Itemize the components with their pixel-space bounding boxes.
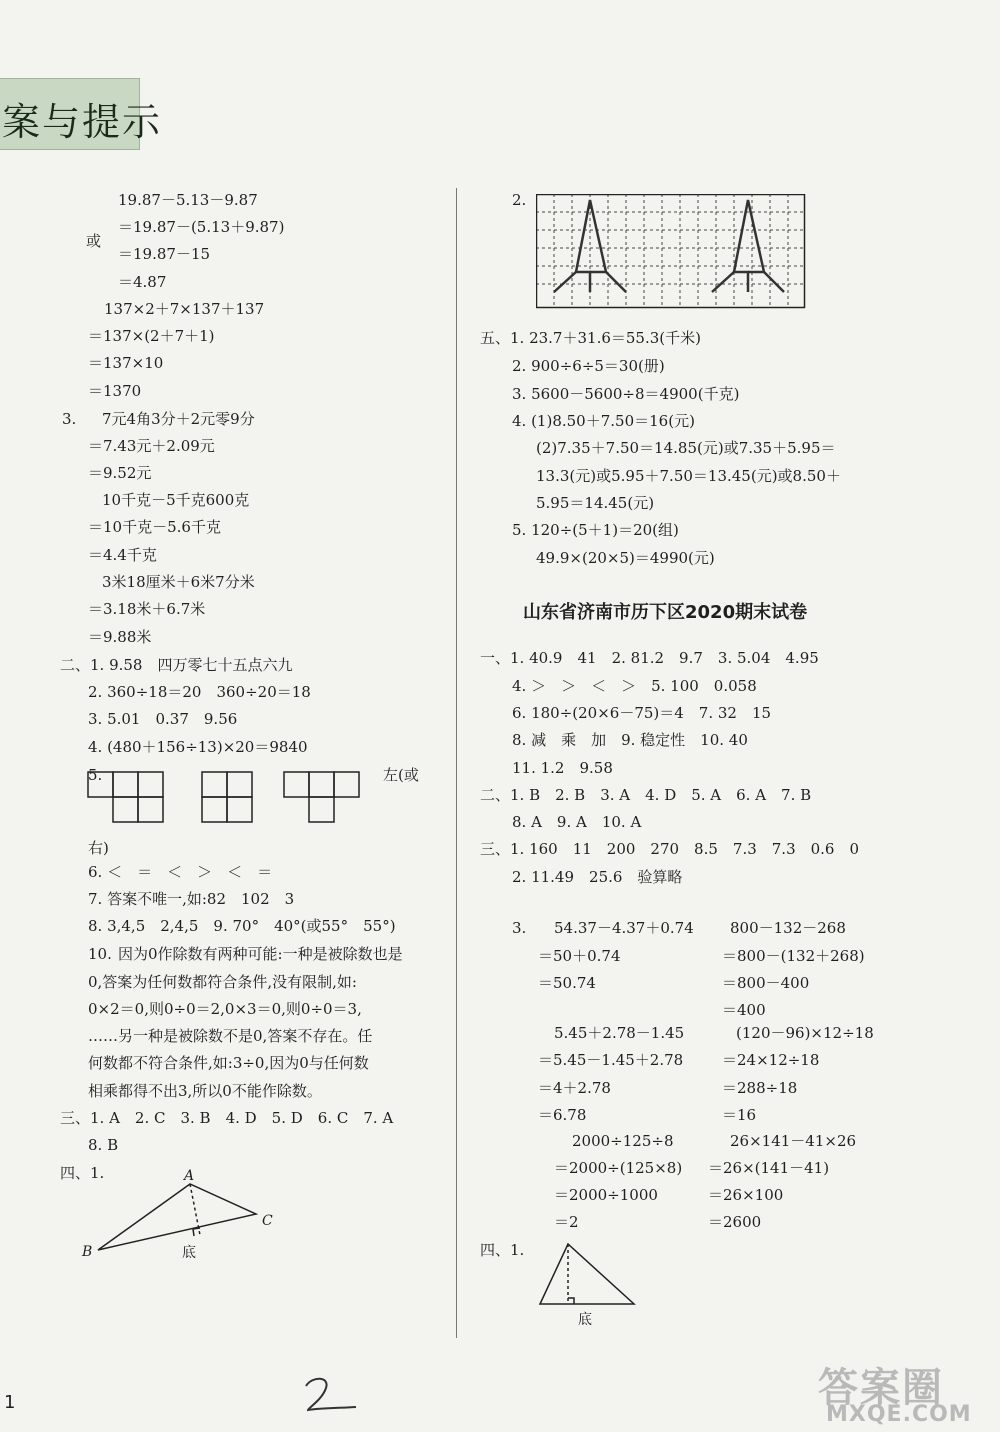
calc-line: ＝26×100 <box>708 1186 784 1204</box>
text-line: 2. 900÷6÷5＝30(册) <box>512 357 665 375</box>
text-line: ＝9.52元 <box>88 464 152 482</box>
grid-drawing-figure <box>536 194 806 309</box>
calc-line: ＝26×(141－41) <box>708 1159 830 1177</box>
text-line: 4. (1)8.50＋7.50＝16(元) <box>512 412 695 430</box>
header-tab <box>0 78 163 150</box>
calc-line: 2000÷125÷8 <box>572 1132 674 1150</box>
calc-line: ＝5.45－1.45＋2.78 <box>538 1051 684 1069</box>
text-line: 二、1. B 2. B 3. A 4. D 5. A 6. A 7. B <box>480 786 812 804</box>
text-line: 三、1. A 2. C 3. B 4. D 5. D 6. C 7. A <box>60 1109 394 1127</box>
text-line: 8. 3,4,5 2,4,5 9. 70° 40°(或55° 55°) <box>88 917 396 935</box>
text-line: 四、1. <box>60 1164 105 1182</box>
text-line: 3米18厘米＋6米7分米 <box>102 573 255 591</box>
text-line: 3. <box>62 410 77 428</box>
calc-line: ＝2000÷(125×8) <box>554 1159 683 1177</box>
calc-line: ＝6.78 <box>538 1106 587 1124</box>
text-line: 49.9×(20×5)＝4990(元) <box>536 549 715 567</box>
watermark-url: MXQE.COM <box>826 1402 972 1427</box>
text-line: 四、1. <box>480 1241 525 1259</box>
calc-line: ＝2600 <box>708 1213 762 1231</box>
page-number: 1 <box>4 1392 16 1413</box>
text-line: 0,答案为任何数都符合条件,没有限制,如: <box>88 973 357 991</box>
text-line: 相乘都得不出3,所以0不能作除数。 <box>88 1082 322 1100</box>
text-line: 右) <box>88 839 109 857</box>
text-line: 10. <box>88 945 112 963</box>
calc-line: ＝4＋2.78 <box>538 1079 611 1097</box>
calc-line: 5.45＋2.78－1.45 <box>554 1024 685 1042</box>
text-line: 4. (480＋156÷13)×20＝9840 <box>88 738 308 756</box>
text-line: 10千克－5千克600克 <box>102 491 250 509</box>
text-line: 8. A 9. A 10. A <box>512 813 642 831</box>
text-line: 8. B <box>88 1136 119 1154</box>
text-line: ＝4.87 <box>118 273 167 291</box>
text-line: 7. 答案不唯一,如:82 102 3 <box>88 890 295 908</box>
text-line: 何数都不符合条件,如:3÷0,因为0与任何数 <box>88 1054 369 1072</box>
text-line: 5.95＝14.45(元) <box>536 494 655 512</box>
text-line: 因为0作除数有两种可能:一种是被除数也是 <box>118 945 403 963</box>
vertex-label-c: C <box>262 1213 273 1229</box>
text-line: (2)7.35＋7.50＝14.85(元)或7.35＋5.95＝ <box>536 439 836 457</box>
text-line: ……另一种是被除数不是0,答案不存在。任 <box>88 1027 373 1045</box>
text-line: 一、1. 40.9 41 2. 81.2 9.7 3. 5.04 4.95 <box>480 649 819 667</box>
text-line: ＝9.88米 <box>88 628 152 646</box>
text-line: 7元4角3分＋2元零9分 <box>102 410 255 428</box>
vertex-label-b: B <box>82 1244 93 1260</box>
text-line: 19.87－5.13－9.87 <box>118 191 258 209</box>
text-line: 2. 11.49 25.6 验算略 <box>512 868 683 886</box>
calc-line: ＝288÷18 <box>722 1079 798 1097</box>
text-line: 4. ＞ ＞ ＜ ＞ 5. 100 0.058 <box>512 677 757 695</box>
text-line: 三、1. 160 11 200 270 8.5 7.3 7.3 0.6 0 <box>480 840 860 858</box>
text-line: ＝4.4千克 <box>88 546 157 564</box>
text-line: 二、1. 9.58 四万零七十五点六九 <box>60 656 293 674</box>
text-line: 左(或 <box>383 766 419 784</box>
base-label: 底 <box>182 1245 196 1261</box>
text-line: ＝137×(2＋7＋1) <box>88 327 215 345</box>
calc-line: ＝50.74 <box>538 974 596 992</box>
calc-line: ＝50＋0.74 <box>538 947 621 965</box>
text-line: 6. ＜ ＝ ＜ ＞ ＜ ＝ <box>88 863 273 881</box>
text-line: ＝7.43元＋2.09元 <box>88 437 215 455</box>
calc-line: ＝16 <box>722 1106 757 1124</box>
calc-line: 26×141－41×26 <box>730 1132 857 1150</box>
calc-line: ＝800－400 <box>722 974 810 992</box>
cube-net-figure <box>282 770 372 830</box>
cube-net-figure <box>86 770 176 830</box>
text-line: 或 <box>86 232 102 250</box>
text-line: 8. 减 乘 加 9. 稳定性 10. 40 <box>512 731 748 749</box>
section-title: 山东省济南市历下区2020期末试卷 <box>523 602 808 623</box>
triangle-figure <box>536 1240 640 1310</box>
handwritten-mark <box>300 1374 360 1414</box>
text-line: ＝10千克－5.6千克 <box>88 518 221 536</box>
triangle-figure <box>90 1180 270 1260</box>
text-line: 6. 180÷(20×6－75)＝4 7. 32 15 <box>512 704 772 722</box>
calc-line: ＝400 <box>722 1001 766 1019</box>
text-line: 3. 5600－5600÷8＝4900(千克) <box>512 385 740 403</box>
text-line: 13.3(元)或5.95＋7.50＝13.45(元)或8.50＋ <box>536 467 841 485</box>
text-line: 0×2＝0,则0÷0＝2,0×3＝0,则0÷0＝3, <box>88 1000 362 1018</box>
text-line: 5. 120÷(5＋1)＝20(组) <box>512 521 679 539</box>
base-label: 底 <box>578 1312 592 1328</box>
watermark-brand: 答案圈 <box>818 1365 944 1411</box>
column-divider <box>456 188 457 1338</box>
calc-line: 54.37－4.37＋0.74 <box>554 919 694 937</box>
text-line: 2. 360÷18＝20 360÷20＝18 <box>88 683 311 701</box>
text-line: 3. 5.01 0.37 9.56 <box>88 710 238 728</box>
text-line: ＝3.18米＋6.7米 <box>88 600 206 618</box>
text-line: 五、1. 23.7＋31.6＝55.3(千米) <box>480 329 701 347</box>
text-line: 2. <box>512 191 527 209</box>
text-line: ＝19.87－15 <box>118 245 211 263</box>
text-line: ＝1370 <box>88 382 142 400</box>
calc-line: ＝24×12÷18 <box>722 1051 820 1069</box>
text-line: ＝137×10 <box>88 354 164 372</box>
cube-net-figure <box>200 770 260 830</box>
text-line: ＝19.87－(5.13＋9.87) <box>118 218 285 236</box>
calc-line: ＝800－(132＋268) <box>722 947 865 965</box>
vertex-label-a: A <box>184 1168 195 1184</box>
text-line: 137×2＋7×137＋137 <box>104 300 265 318</box>
text-line: 5. <box>88 766 103 784</box>
text-line: 11. 1.2 9.58 <box>512 759 613 777</box>
calc-line: ＝2 <box>554 1213 579 1231</box>
text-line: 3. <box>512 919 527 937</box>
calc-line: 800－132－268 <box>730 919 846 937</box>
calc-line: (120－96)×12÷18 <box>736 1024 874 1042</box>
calc-line: ＝2000÷1000 <box>554 1186 658 1204</box>
header-title: 案与提示 <box>2 100 163 144</box>
